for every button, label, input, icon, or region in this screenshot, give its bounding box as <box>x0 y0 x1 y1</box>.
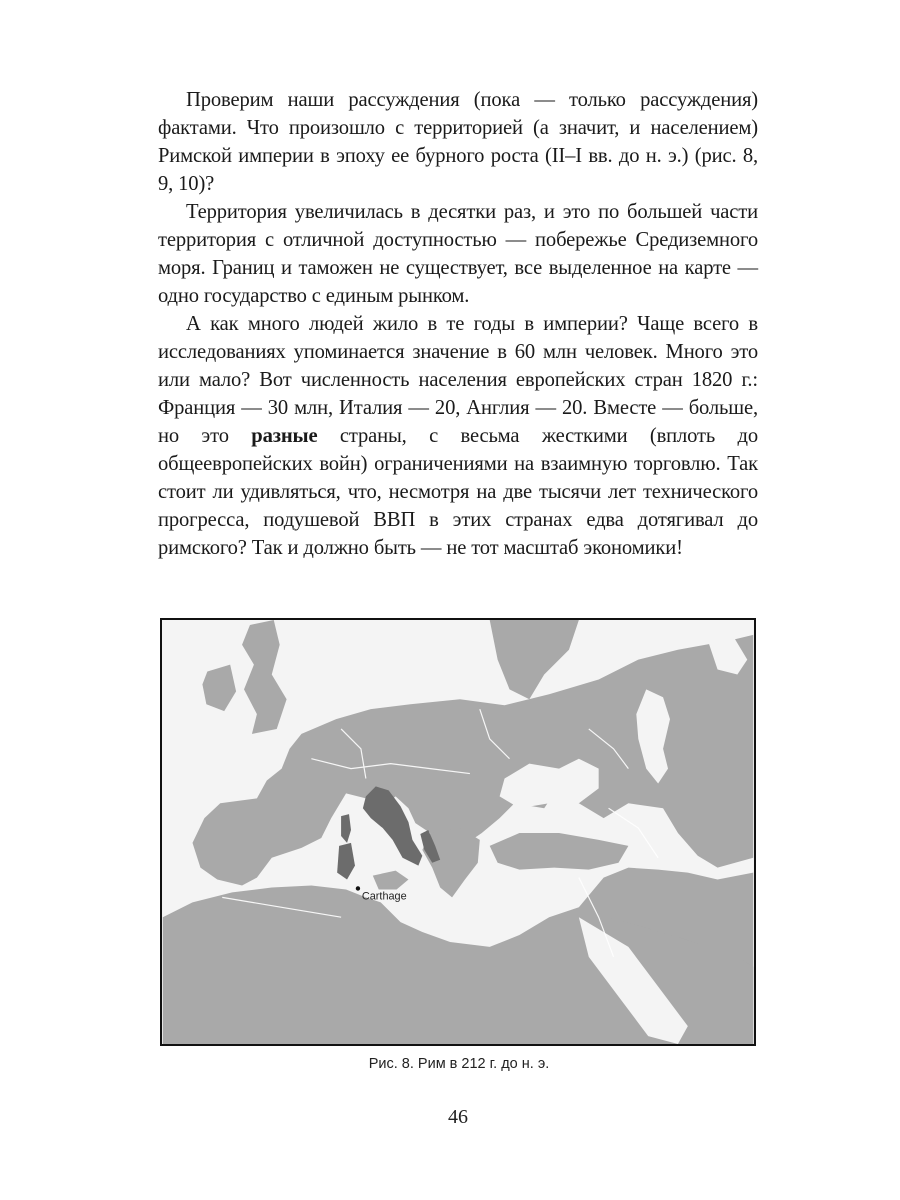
map-figure <box>160 618 756 1046</box>
carthage-marker-icon <box>356 886 360 890</box>
figure-caption: Рис. 8. Рим в 212 г. до н. э. <box>368 1056 550 1072</box>
paragraph-2 <box>158 198 758 310</box>
paragraph-3-text: А как много людей жило в те годы в империи? Чаще всего в исследованиях упоминается значение в 60 млн человек. Много это или мало? Вот численность населения европейских стран 1820 г.: Франция — 30 млн, Италия — 20, Англия — 20. Вместе — больше, но это <box>158 313 758 447</box>
bold-emphasis: разные <box>251 425 318 447</box>
page-number: 46 <box>448 1106 468 1128</box>
main-text <box>158 86 758 562</box>
map-svg <box>162 620 754 1044</box>
paragraph-1 <box>158 86 758 198</box>
paragraph-3-text-end: страны, с весьма жесткими (вплоть до общеевропейских войн) ограничениями на взаимную торговлю. Так стоит ли удивляться, что, несмотря на две тысячи лет технического прогресса, подушевой ВВП в этих странах едва дотягивал до римского? Так и должно быть — не тот масштаб экономики! <box>158 425 758 559</box>
carthage-label: Carthage <box>361 890 407 903</box>
paragraph-1-text: Проверим наши рассуждения (пока — только рассуждения) фактами. Что произошло с территорией (а значит, и населением) Римской империи в эпоху ее бурного роста (II–I вв. до н. э.) (рис. 8, 9, 10)? <box>158 89 758 195</box>
paragraph-3 <box>158 310 758 562</box>
paragraph-2-text: Территория увеличилась в десятки раз, и это по большей части территория с отличной доступностью — побережье Средиземного моря. Границ и таможен не существует, все выделенное на карте — одно государство с единым рынком. <box>158 201 758 307</box>
